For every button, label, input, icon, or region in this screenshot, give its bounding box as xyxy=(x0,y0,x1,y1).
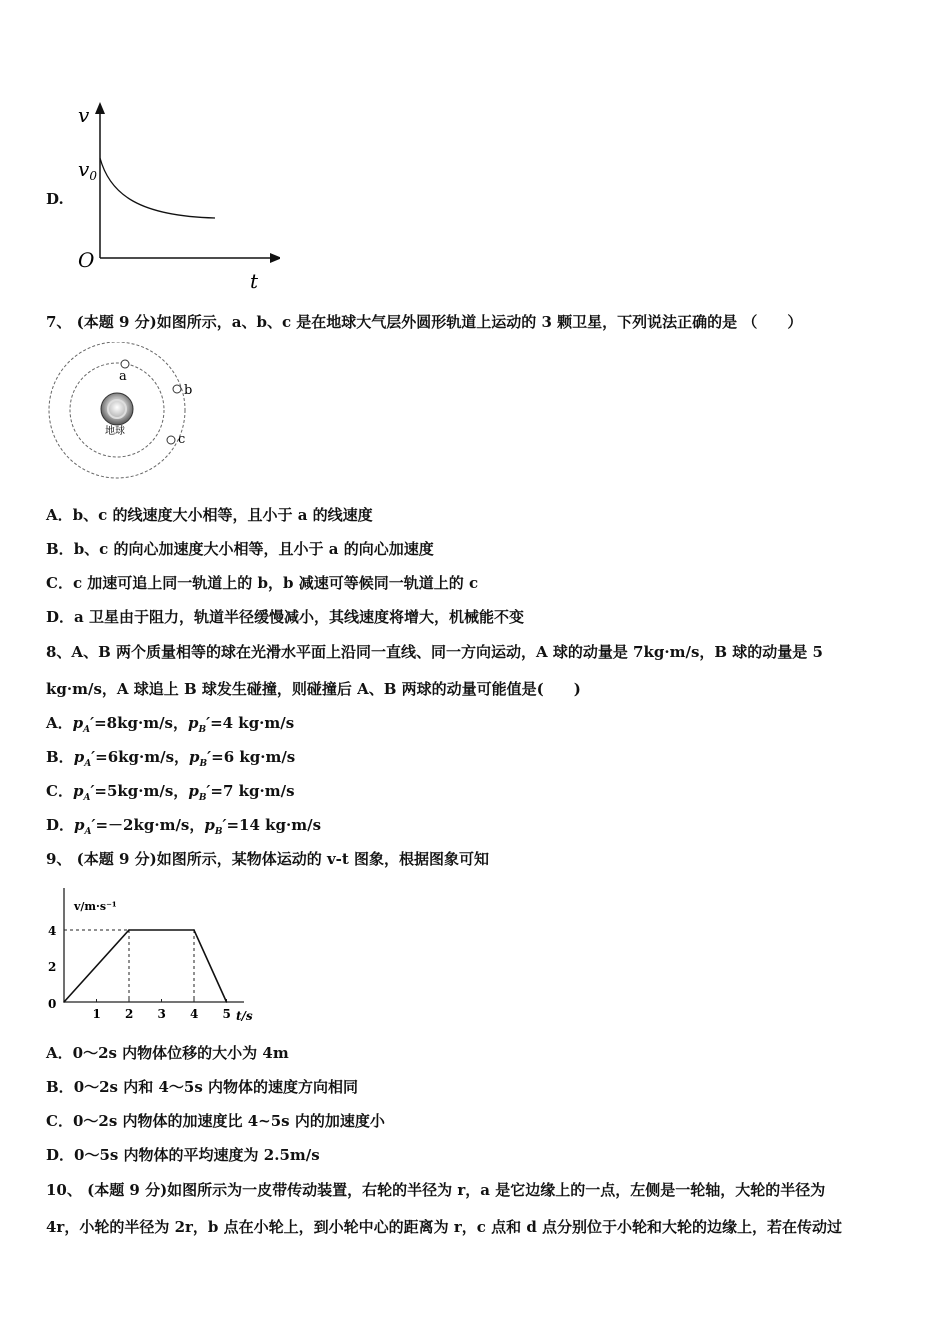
q7-option-c: C．c 加速可追上同一轨道上的 b，b 减速可等候同一轨道上的 c xyxy=(46,574,479,592)
q6-vt-graph xyxy=(70,100,280,292)
y-axis-arrow xyxy=(95,102,105,114)
q8-option-c: C．$p_A'=5kg\cdot m/s$，$p_B'=7$ kg·m/s xyxy=(46,782,295,803)
x-tick-label-2: 2 xyxy=(125,1007,134,1021)
y-axis-label: v/m·s⁻¹ xyxy=(74,900,117,913)
satellite-a xyxy=(121,360,129,368)
q8-option-d: D．$p_A'=-2kg\cdot m/s$，$p_B'=14$ kg·m/s xyxy=(46,816,322,837)
decay-curve xyxy=(100,158,215,218)
y-axis-label: v xyxy=(78,103,90,127)
q9-option-d: D．0～5s 内物体的平均速度为 2.5m/s xyxy=(46,1146,320,1164)
satellite-c-label: c xyxy=(178,432,186,447)
q9-stem: 9、 (本题 9 分)如图所示，某物体运动的 v-t 图象，根据图象可知 xyxy=(46,850,490,868)
velocity-line xyxy=(64,930,227,1002)
q6-option-d-label: D. xyxy=(46,190,64,208)
q8-stem-line1: 8、A、B 两个质量相等的球在光滑水平面上沿同一直线、同一方向运动，A 球的动量是 7kg·m/s，B 球的动量是 5 xyxy=(46,643,823,661)
x-axis-arrow xyxy=(270,253,280,263)
q10-stem-line2: 4r，小轮的半径为 2r，b 点在小轮上，到小轮中心的距离为 r，c 点和 d 点分别位于小轮和大轮的边缘上，若在传动过 xyxy=(46,1218,843,1236)
q8-stem-line2: kg·m/s，A 球追上 B 球发生碰撞，则碰撞后 A、B 两球的动量可能值是( ) xyxy=(46,680,581,698)
x-tick-label-4: 4 xyxy=(190,1007,199,1021)
q7-orbit-figure xyxy=(45,342,200,484)
satellite-b xyxy=(173,385,181,393)
satellite-a-label: a xyxy=(119,369,127,384)
q7-option-d: D．a 卫星由于阻力，轨道半径缓慢减小，其线速度将增大，机械能不变 xyxy=(46,608,524,626)
q8-option-a: A．$p_A'=8kg\cdot m/s$，$p_B'=4$ kg·m/s xyxy=(46,714,295,735)
y-tick-label-0: 0 xyxy=(48,997,57,1011)
q7-option-a: A．b、c 的线速度大小相等，且小于 a 的线速度 xyxy=(46,506,373,524)
x-tick-label-1: 1 xyxy=(92,1007,101,1021)
y-tick-label-4: 4 xyxy=(48,924,57,938)
x-tick-label-3: 3 xyxy=(157,1007,166,1021)
data-point-2 xyxy=(193,929,195,931)
q7-stem: 7、 (本题 9 分)如图所示，a、b、c 是在地球大气层外圆形轨道上运动的 3 颗卫星，下列说法正确的是 （ ） xyxy=(46,313,803,331)
satellite-c xyxy=(167,436,175,444)
q10-stem-line1: 10、 (本题 9 分)如图所示为一皮带传动装置，右轮的半径为 r，a 是它边缘上的一点，左侧是一轮轴，大轮的半径为 xyxy=(46,1181,826,1199)
earth-icon xyxy=(101,393,133,425)
data-point-0 xyxy=(63,1001,65,1003)
q9-option-b: B．0～2s 内和 4～5s 内物体的速度方向相同 xyxy=(46,1078,358,1096)
data-point-1 xyxy=(128,929,130,931)
q9-option-c: C．0～2s 内物体的加速度比 4~5s 内的加速度小 xyxy=(46,1112,385,1130)
x-axis-label: t xyxy=(250,269,259,292)
x-axis-label: t/s xyxy=(236,1009,253,1023)
q7-option-b: B．b、c 的向心加速度大小相等，且小于 a 的向心加速度 xyxy=(46,540,434,558)
data-point-3 xyxy=(226,1001,228,1003)
earth-label: 地球 xyxy=(105,426,125,437)
x-tick-label-5: 5 xyxy=(222,1007,231,1021)
origin-label: O xyxy=(78,248,95,272)
q8-option-b: B．$p_A'=6kg\cdot m/s$，$p_B'=6$ kg·m/s xyxy=(46,748,296,769)
q9-option-a: A．0～2s 内物体位移的大小为 4m xyxy=(46,1044,289,1062)
y-tick-label-2: 2 xyxy=(48,960,57,974)
satellite-b-label: b xyxy=(184,383,193,398)
q9-vt-chart xyxy=(44,880,259,1025)
v0-label: $v_0$ xyxy=(78,157,97,183)
